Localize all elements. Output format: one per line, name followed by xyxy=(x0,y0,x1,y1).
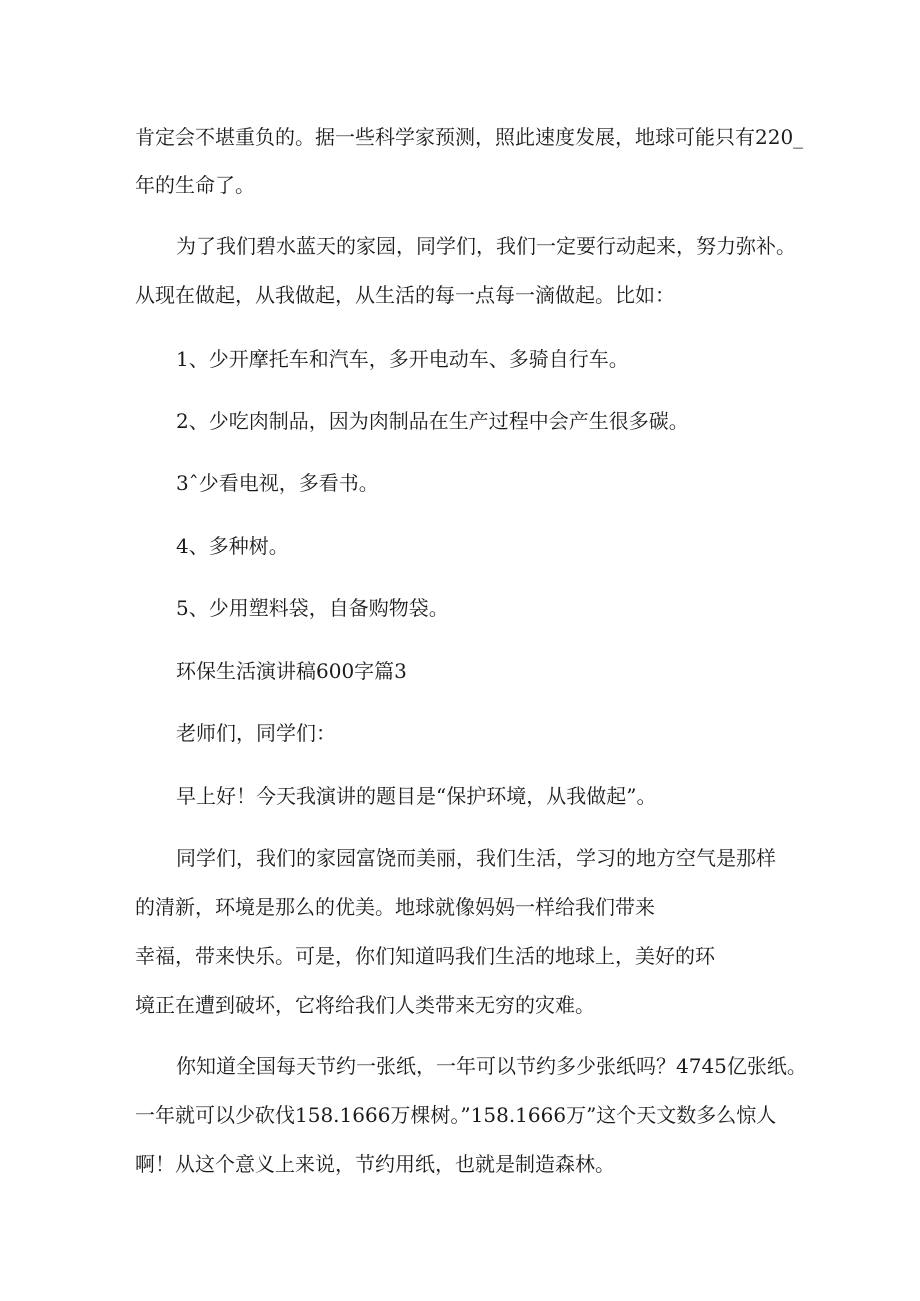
text-line: 的清新，环境是那么的优美。地球就像妈妈一样给我们带来 xyxy=(135,895,655,919)
text-line: 境正在遭到破坏，它将给我们人类带来无穷的灾难。 xyxy=(135,993,595,1017)
paragraph-first-line: 为了我们碧水蓝天的家园，同学们，我们一定要行动起来，努力弥补。 xyxy=(176,234,796,258)
text-line: 肯定会不堪重负的。据一些科学家预测，照此速度发展，地球可能只有220_ xyxy=(135,125,804,149)
section-heading: 环保生活演讲稿600字篇3 xyxy=(176,659,407,683)
list-item: 2、少吃肉制品，因为肉制品在生产过程中会产生很多碳。 xyxy=(176,409,689,433)
text-line: 年的生命了。 xyxy=(135,173,255,197)
text-line: 啊！从这个意义上来说，节约用纸，也就是制造森林。 xyxy=(135,1152,615,1176)
paragraph-first-line: 你知道全国每天节约一张纸，一年可以节约多少张纸吗？4745亿张纸。 xyxy=(176,1054,807,1078)
text-line: 幸福，带来快乐。可是，你们知道吗我们生活的地球上，美好的环 xyxy=(135,944,715,968)
paragraph-first-line: 同学们，我们的家园富饶而美丽，我们生活，学习的地方空气是那样 xyxy=(176,846,776,870)
list-item: 1、少开摩托车和汽车，多开电动车、多骑自行车。 xyxy=(176,347,629,371)
salutation: 老师们，同学们： xyxy=(176,721,336,745)
list-item: 5、少用塑料袋，自备购物袋。 xyxy=(176,596,449,620)
text-line: 一年就可以少砍伐158.1666万棵树。”158.1666万”这个天文数多么惊人 xyxy=(135,1103,777,1127)
list-item: 3ˆ少看电视，多看书。 xyxy=(176,471,379,495)
text-line: 从现在做起，从我做起，从生活的每一点每一滴做起。比如： xyxy=(135,283,675,307)
greeting-line: 早上好！今天我演讲的题目是“保护环境，从我做起”。 xyxy=(176,784,657,808)
list-item: 4、多种树。 xyxy=(176,534,289,558)
